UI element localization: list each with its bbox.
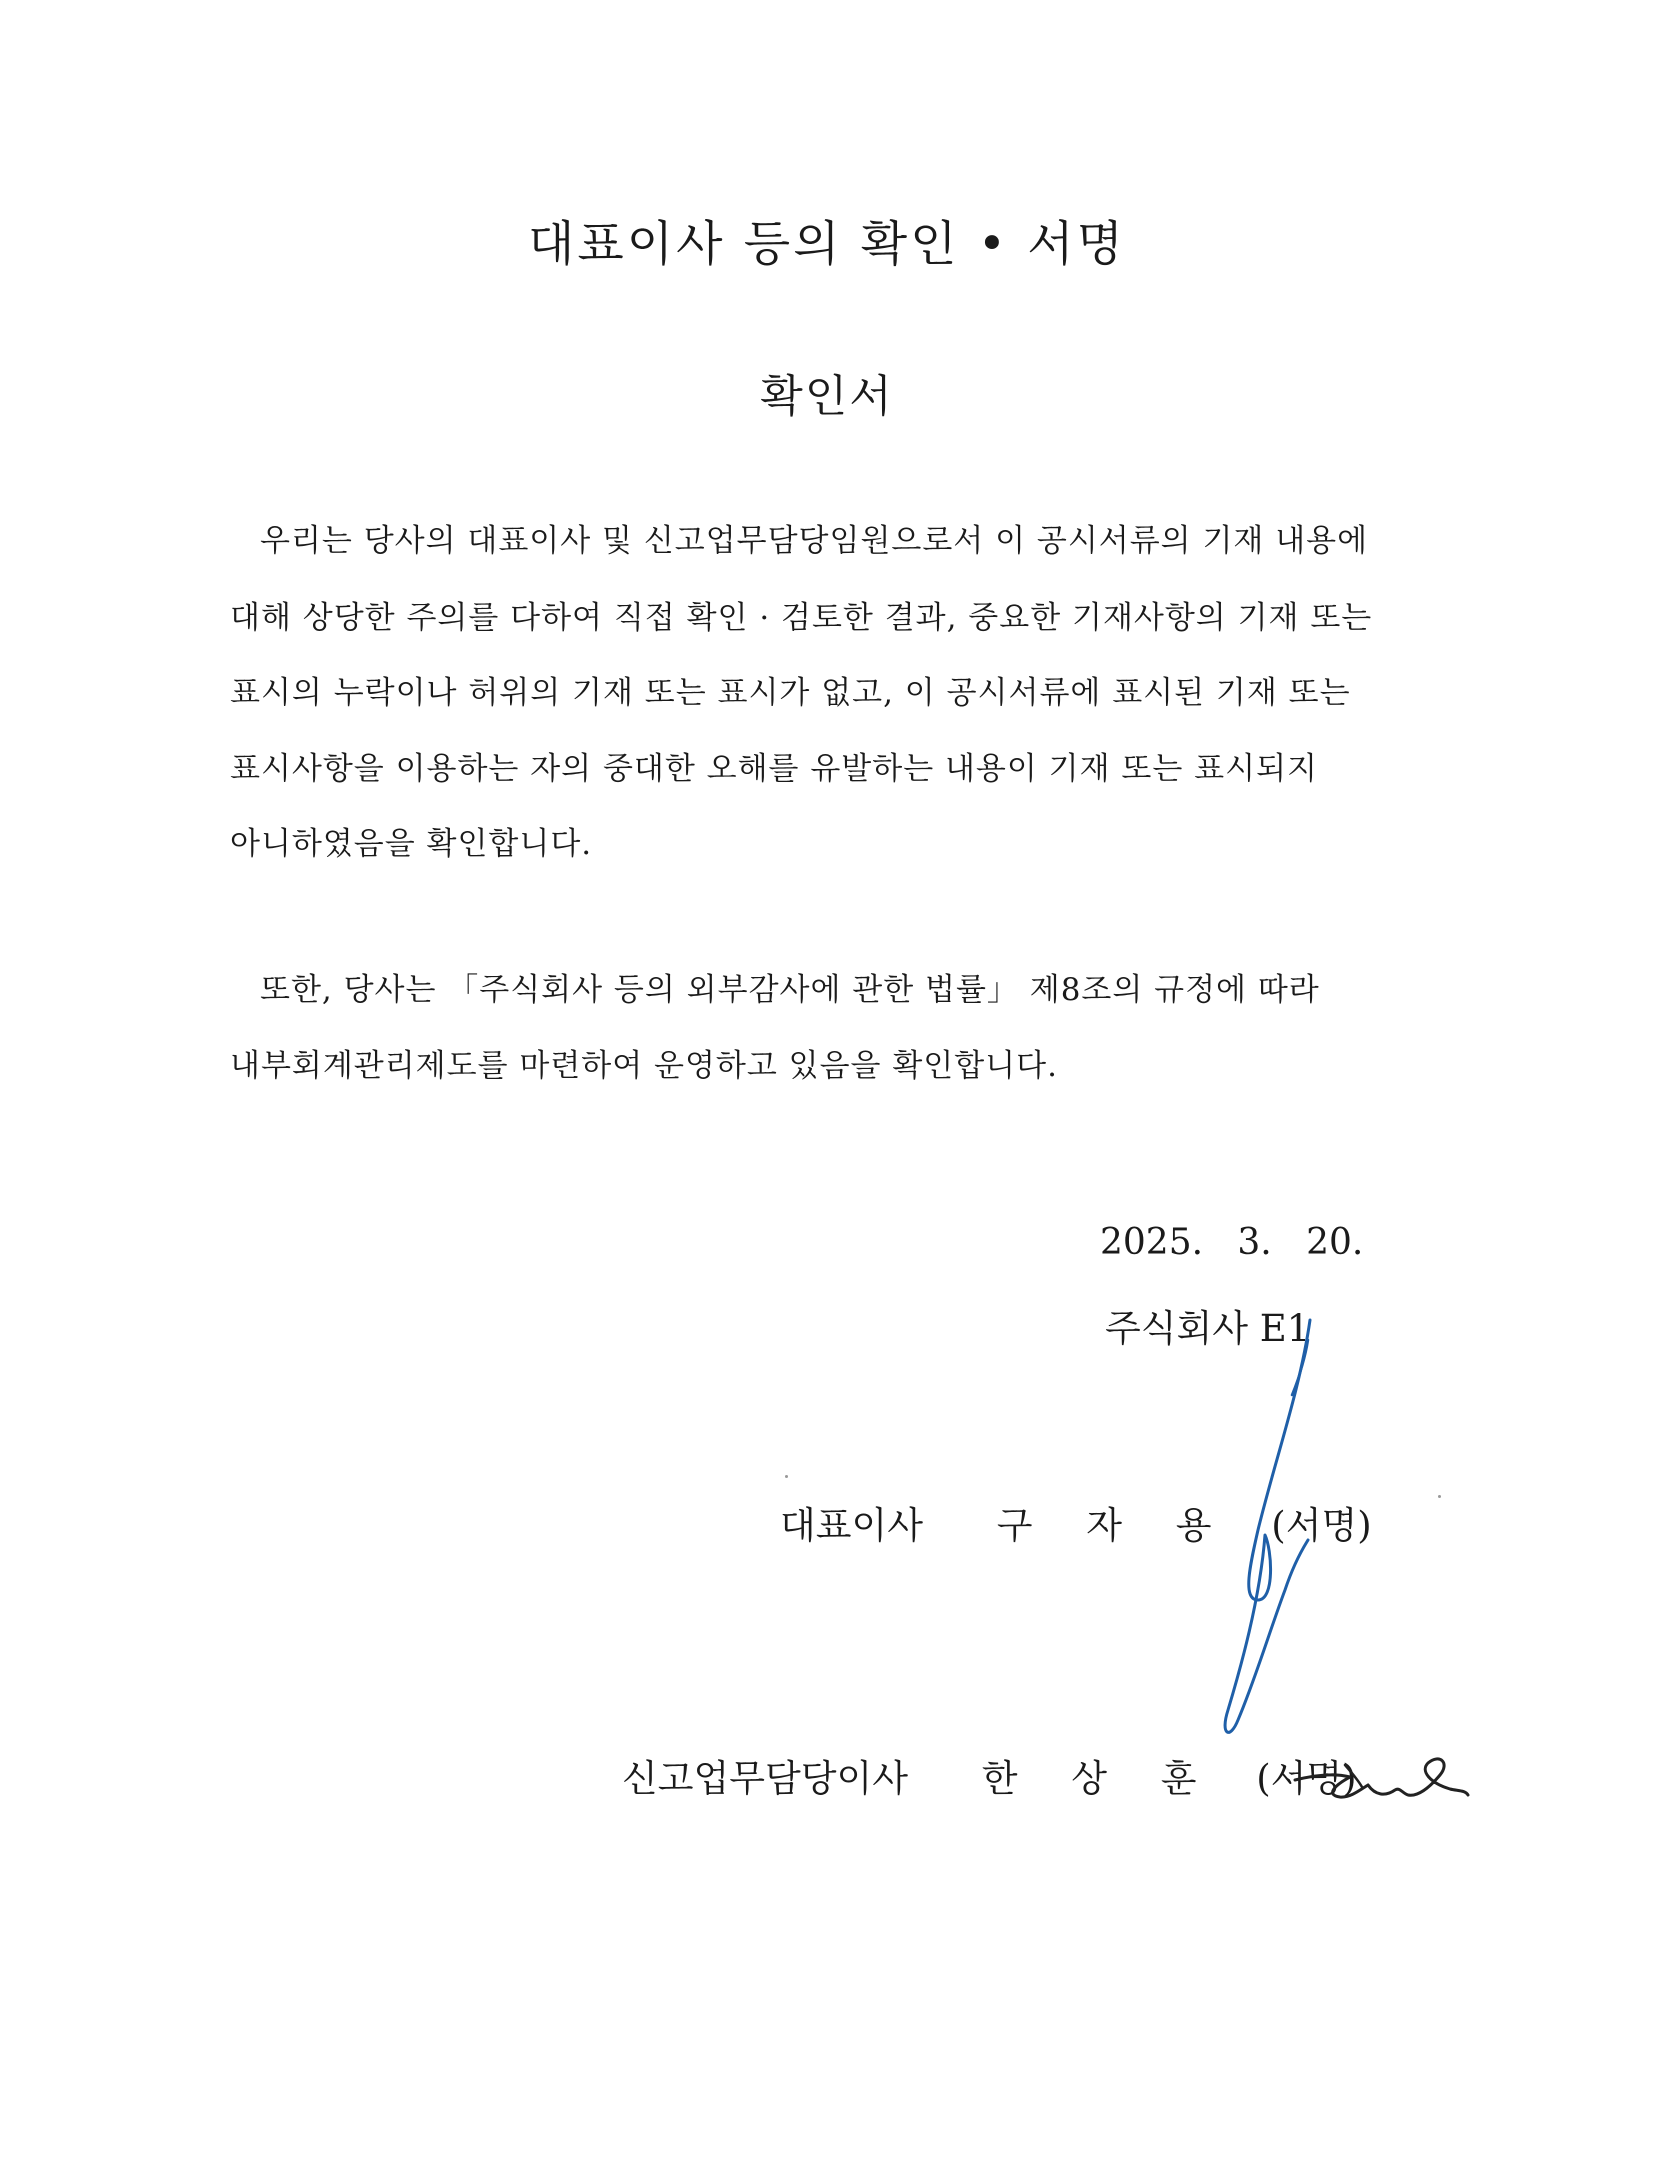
officer-name-char: 상 — [1071, 1757, 1107, 1800]
paragraph1-line: 아니하였음을 확인합니다. — [230, 826, 593, 862]
officer-sign-note: (서명) — [1256, 1757, 1357, 1800]
paragraph1-line: 우리는 당사의 대표이사 및 신고업무담당임원으로서 이 공시서류의 기재 내용에 — [260, 523, 1369, 559]
ceo-sign-note: (서명) — [1271, 1504, 1372, 1547]
document-date: 2025. 3. 20. — [1100, 1222, 1364, 1263]
ceo-role: 대표이사 — [780, 1504, 923, 1547]
scan-speck — [785, 1475, 788, 1478]
paragraph1-line: 표시사항을 이용하는 자의 중대한 오해를 유발하는 내용이 기재 또는 표시되지 — [230, 751, 1318, 787]
officer-role: 신고업무담당이사 — [622, 1757, 908, 1800]
paragraph1-line: 표시의 누락이나 허위의 기재 또는 표시가 없고, 이 공시서류에 표시된 기재 또는 — [230, 675, 1351, 711]
scan-speck — [1438, 1495, 1441, 1498]
document-title: 대표이사 등의 확인 • 서명 — [527, 216, 1127, 272]
paragraph2-line: 내부회계관리제도를 마련하여 운영하고 있음을 확인합니다. — [230, 1048, 1058, 1084]
officer-signature-row — [622, 1748, 1357, 1802]
paragraph2-line: 또한, 당사는 「주식회사 등의 외부감사에 관한 법률」 제8조의 규정에 따라 — [260, 972, 1320, 1008]
document-subtitle: 확인서 — [760, 371, 894, 422]
company-name: 주식회사 E1 — [1105, 1307, 1311, 1350]
ceo-name-char: 용 — [1175, 1504, 1212, 1547]
officer-name-char: 훈 — [1160, 1757, 1197, 1800]
ceo-signature-row — [780, 1495, 1372, 1549]
ceo-name-char: 구 — [996, 1504, 1033, 1547]
officer-name-char: 한 — [981, 1757, 1018, 1800]
ceo-name-char: 자 — [1086, 1504, 1122, 1547]
paragraph1-line: 대해 상당한 주의를 다하여 직접 확인 · 검토한 결과, 중요한 기재사항의 기재 또는 — [230, 600, 1373, 636]
